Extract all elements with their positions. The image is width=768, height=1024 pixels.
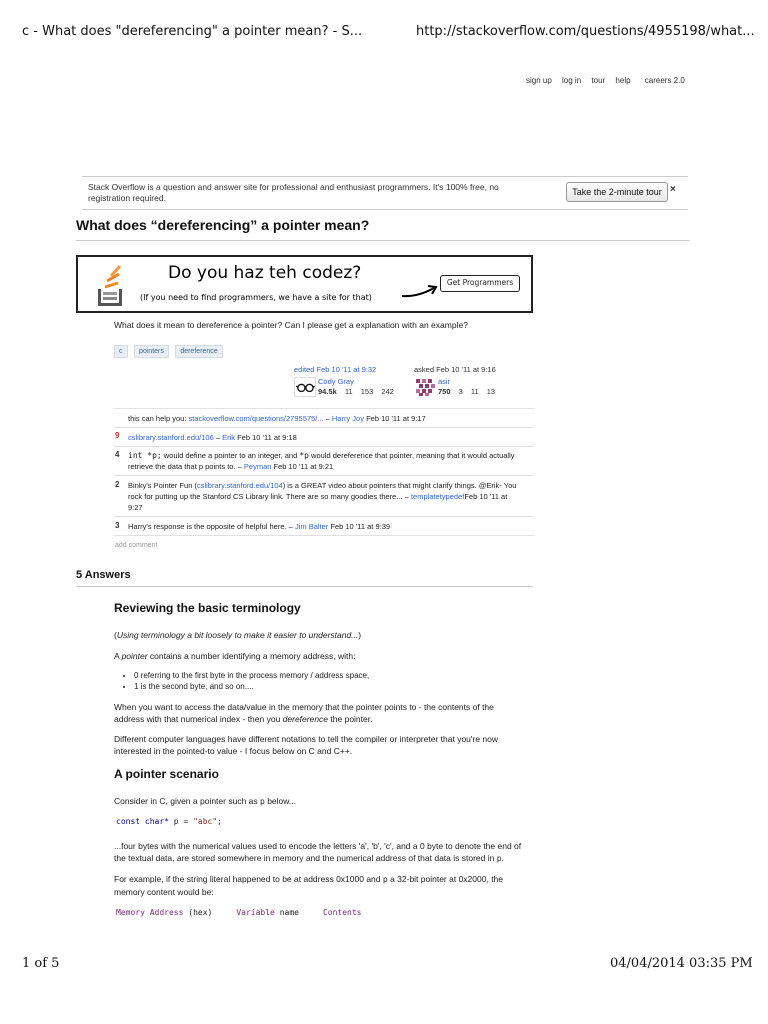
answers-count: 5 Answers xyxy=(76,569,131,581)
comment-divider xyxy=(114,408,534,409)
comment-score: 4 xyxy=(115,450,120,459)
tag-pointers[interactable]: pointers xyxy=(134,345,169,358)
login-link[interactable]: log in xyxy=(562,76,582,85)
code-text: ; xyxy=(217,817,222,826)
comment-link[interactable]: cslibrary.stanford.edu/106 xyxy=(128,433,214,442)
comment-divider xyxy=(114,535,534,536)
help-link[interactable]: help xyxy=(615,76,631,85)
comment-score: 9 xyxy=(115,431,120,440)
answer-intro xyxy=(114,629,534,641)
comment-dash: – xyxy=(323,414,332,423)
comment-text: would dereference that pointer, meaning that it would actually retrieve the data that p points to. – xyxy=(128,451,515,471)
top-nav xyxy=(526,76,685,85)
list-item: • 0 referring to the first byte in the process memory / address space, xyxy=(134,670,530,681)
editor-bronze: 242 xyxy=(381,387,394,396)
signup-link[interactable]: sign up xyxy=(526,76,552,85)
p4-text: Consider in C, given a pointer such as xyxy=(114,796,260,806)
p4-text: below... xyxy=(264,796,297,806)
code-token: Memory Address xyxy=(116,908,184,917)
p2-italic: dereference xyxy=(282,714,329,724)
comment-user[interactable]: Erik xyxy=(222,433,236,442)
comment-user[interactable]: templatetypedef xyxy=(410,492,465,501)
print-header-url: http://stackoverflow.com/questions/4955198/what... xyxy=(416,24,755,39)
code-block xyxy=(116,817,222,826)
print-header-title: c - What does "dereferencing" a pointer mean? - S... xyxy=(22,24,363,39)
ad-subtext: (If you need to find programmers, we have a site for that) xyxy=(140,293,372,302)
code-token: Contents xyxy=(322,908,362,917)
tour-link[interactable]: tour xyxy=(591,76,606,85)
comment-user[interactable]: Harry Joy xyxy=(331,414,364,423)
p5-text: . xyxy=(501,853,504,863)
editor-silver: 153 xyxy=(360,387,374,396)
comment-divider xyxy=(114,446,534,447)
comment-code: int *p; xyxy=(128,451,162,460)
comment-item xyxy=(128,450,528,472)
comment-score: 2 xyxy=(115,480,120,489)
take-tour-button[interactable]: Take the 2-minute tour xyxy=(566,182,668,202)
answer-paragraph xyxy=(114,873,534,898)
answers-divider xyxy=(76,586,533,587)
comment-time: Feb 10 '11 at 9:39 xyxy=(328,522,391,531)
editor-gold: 11 xyxy=(344,387,353,396)
answer-heading-scenario: A pointer scenario xyxy=(114,767,219,781)
edited-time[interactable]: edited Feb 10 '11 at 9:32 xyxy=(294,365,377,374)
comment-text: would define a pointer to an integer, and xyxy=(161,451,300,460)
p6-text: a 32-bit pointer at 0x2000, the memory content would be: xyxy=(114,874,504,897)
comment-divider xyxy=(114,516,534,517)
tag-c[interactable]: c xyxy=(114,345,128,358)
careers-link[interactable]: careers 2.0 xyxy=(644,76,685,85)
code-token: Variable xyxy=(236,908,275,917)
answer-paragraph xyxy=(114,650,534,662)
print-footer-datetime: 04/04/2014 03:35 PM xyxy=(610,956,753,971)
code-keyword: const char* xyxy=(116,817,169,826)
ad-headline: Do you haz teh codez? xyxy=(168,263,362,283)
tag-dereference[interactable]: dereference xyxy=(175,345,222,358)
p5-text: ...four bytes with the numerical values used to encode the letters 'a', 'b', 'c', and a 0 byte to denote the end of the textual data, are stored somewhere in memory and the numerical address of that data is stored in xyxy=(114,841,522,863)
answer-paragraph xyxy=(114,795,534,808)
p1-italic: pointer xyxy=(121,651,148,661)
code-token: (hex) xyxy=(183,908,213,917)
comment-text: ) is a GREAT video about pointers that might clarify things. @Erik- You rock for putting up the Stanford CS Library link. There are so many goodies there... – xyxy=(128,481,517,501)
asked-signature xyxy=(414,365,524,397)
answer-heading-terminology: Reviewing the basic terminology xyxy=(114,601,301,615)
comment-time: Feb 10 '11 at 9:21 xyxy=(271,462,334,471)
list-item: • 1 is the second byte, and so on.... xyxy=(134,681,530,692)
comment-time: Feb 10 '11 at 9:18 xyxy=(235,433,297,442)
asker-silver: 11 xyxy=(470,387,479,396)
intro-italic: Using terminology a bit loosely to make it easier to understand... xyxy=(116,630,359,640)
close-icon[interactable]: × xyxy=(670,184,676,195)
asker-name[interactable]: asir xyxy=(438,377,451,386)
notice-text: Stack Overflow is a question and answer site for professional and enthusiast programmers. It's 100% free, no registration required. xyxy=(88,182,499,203)
memory-table-header xyxy=(116,908,362,917)
comment-time: Feb 10 '11 at 9:17 xyxy=(363,414,426,423)
comment-text: Binky's Pointer Fun ( xyxy=(128,481,197,490)
question-body: What does it mean to dereference a pointer? Can I please get a explanation with an example? xyxy=(114,320,468,330)
ad-banner[interactable] xyxy=(76,255,533,313)
notice-bar xyxy=(82,176,688,210)
comment-user[interactable]: Jim Balter xyxy=(294,522,329,531)
p2-text: When you want to access the data/value in the memory that the pointer points to - the contents of the address with that numerical index - then you xyxy=(114,702,494,724)
edited-signature xyxy=(294,365,406,397)
question-title[interactable]: What does “dereferencing” a pointer mean? xyxy=(76,217,370,233)
avatar[interactable] xyxy=(294,377,316,397)
asker-gold: 3 xyxy=(458,387,463,396)
code-token: name xyxy=(274,908,299,917)
intro-paren: ) xyxy=(358,630,362,640)
comment-text: Harry's response is the opposite of helpful here. – xyxy=(128,522,295,531)
p1-text: contains a number identifying a memory address, with: xyxy=(147,651,356,661)
code-text: p = xyxy=(168,817,194,826)
comment-item xyxy=(128,521,528,532)
p1-text: A xyxy=(114,651,122,661)
p6-text: For example, if the string literal happened to be at address 0x1000 and xyxy=(114,874,383,884)
p4-code: p xyxy=(260,797,265,806)
asker-bronze: 13 xyxy=(486,387,496,396)
answer-bullet-list xyxy=(120,670,530,692)
get-programmers-button[interactable]: Get Programmers xyxy=(440,275,520,292)
comment-divider xyxy=(114,427,534,428)
comment-code: *p xyxy=(299,451,309,460)
comment-item xyxy=(128,413,528,424)
comment-score: 3 xyxy=(115,521,120,530)
p5-code: p xyxy=(496,854,502,863)
stackoverflow-logo-icon xyxy=(94,263,130,307)
comment-text: this can help you: xyxy=(128,414,189,423)
p6-code: p xyxy=(382,875,388,884)
comment-time: Feb 10 '11 at 9:27 xyxy=(128,492,508,512)
comment-dash: – xyxy=(213,433,223,442)
print-footer-page: 1 of 5 xyxy=(22,956,60,971)
answer-paragraph: Different computer languages have different notations to tell the compiler or interpreter that you're now interested in the pointed-to value - I focus below on C and C++. xyxy=(114,734,499,756)
editor-name[interactable]: Cody Gray xyxy=(318,377,354,386)
comment-item xyxy=(128,480,518,513)
add-comment-link[interactable]: add comment xyxy=(115,542,158,549)
p2-text: the pointer. xyxy=(328,714,373,724)
comment-link[interactable]: stackoverflow.com/questions/2795575/... xyxy=(188,414,324,423)
comment-link[interactable]: cslibrary.stanford.edu/104 xyxy=(196,481,283,490)
comment-user[interactable]: Peyman xyxy=(243,462,272,471)
title-divider xyxy=(76,240,690,241)
tag-list xyxy=(114,340,225,358)
editor-rep: 94.5k xyxy=(318,387,337,396)
asked-time: asked Feb 10 '11 at 9:16 xyxy=(414,365,496,374)
comment-item xyxy=(128,432,528,443)
code-string: "abc" xyxy=(193,817,218,826)
avatar[interactable] xyxy=(414,377,436,397)
answer-paragraph xyxy=(114,840,534,865)
arrow-right-icon xyxy=(400,283,440,299)
intro-paren: ( xyxy=(114,630,117,640)
answer-paragraph xyxy=(114,701,504,725)
asker-rep: 750 xyxy=(438,387,451,396)
comment-divider xyxy=(114,475,534,476)
